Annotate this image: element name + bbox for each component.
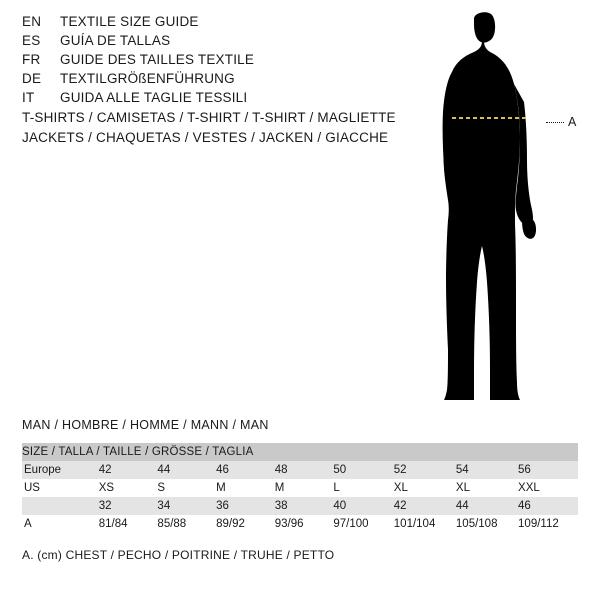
category-line-jackets: JACKETS / CHAQUETAS / VESTES / JACKEN / GIACCHE: [22, 130, 389, 145]
cell-value: 48: [273, 461, 332, 479]
cell-value: 32: [97, 497, 156, 515]
language-text: TEXTILGRÖßENFÜHRUNG: [60, 71, 235, 86]
language-row: [22, 71, 402, 90]
language-code: EN: [22, 14, 42, 29]
language-code: DE: [22, 71, 42, 86]
cell-value: 42: [97, 461, 156, 479]
footnote-chest-measure: A. (cm) CHEST / PECHO / POITRINE / TRUHE / PETTO: [22, 548, 335, 562]
table-group-title: MAN / HOMBRE / HOMME / MANN / MAN: [22, 418, 269, 432]
language-code: FR: [22, 52, 41, 67]
language-header-block: [22, 14, 402, 109]
cell-value: 101/104: [392, 515, 454, 533]
cell-value: L: [331, 479, 391, 497]
row-label: Europe: [22, 461, 97, 479]
cell-value: 40: [331, 497, 391, 515]
language-row: [22, 90, 402, 109]
cell-value: 85/88: [155, 515, 214, 533]
cell-value: 56: [516, 461, 578, 479]
cell-value: 38: [273, 497, 332, 515]
cell-value: 44: [155, 461, 214, 479]
table-row: [22, 497, 578, 515]
cell-value: 109/112: [516, 515, 578, 533]
cell-value: 52: [392, 461, 454, 479]
cell-value: 36: [214, 497, 273, 515]
language-row: [22, 14, 402, 33]
cell-value: XL: [392, 479, 454, 497]
language-text: GUIDA ALLE TAGLIE TESSILI: [60, 90, 248, 105]
cell-value: 34: [155, 497, 214, 515]
table-header-label: SIZE / TALLA / TAILLE / GRÖSSE / TAGLIA: [22, 443, 578, 461]
row-label: US: [22, 479, 97, 497]
cell-value: 81/84: [97, 515, 156, 533]
language-text: TEXTILE SIZE GUIDE: [60, 14, 199, 29]
table-row: [22, 461, 578, 479]
cell-value: 44: [454, 497, 516, 515]
cell-value: 89/92: [214, 515, 273, 533]
cell-value: 42: [392, 497, 454, 515]
measure-label-a: A: [568, 115, 577, 129]
cell-value: XXL: [516, 479, 578, 497]
cell-value: XL: [454, 479, 516, 497]
cell-value: M: [214, 479, 273, 497]
figure-illustration: [400, 10, 600, 410]
cell-value: 93/96: [273, 515, 332, 533]
row-label: [22, 497, 97, 515]
language-text: GUÍA DE TALLAS: [60, 33, 171, 48]
cell-value: XS: [97, 479, 156, 497]
cell-value: M: [273, 479, 332, 497]
cell-value: 50: [331, 461, 391, 479]
cell-value: 54: [454, 461, 516, 479]
size-table: [22, 443, 578, 533]
table-row: [22, 515, 578, 533]
category-block: [22, 110, 422, 150]
cell-value: 105/108: [454, 515, 516, 533]
language-text: GUIDE DES TAILLES TEXTILE: [60, 52, 255, 67]
language-code: ES: [22, 33, 41, 48]
measure-leader-line: [546, 122, 564, 123]
cell-value: 46: [516, 497, 578, 515]
language-row: [22, 52, 402, 71]
language-row: [22, 33, 402, 52]
table-header-row: [22, 443, 578, 461]
row-label: A: [22, 515, 97, 533]
cell-value: 46: [214, 461, 273, 479]
language-code: IT: [22, 90, 35, 105]
cell-value: S: [155, 479, 214, 497]
category-line-tshirts: T-SHIRTS / CAMISETAS / T-SHIRT / T-SHIRT / MAGLIETTE: [22, 110, 396, 125]
man-silhouette-icon: [400, 10, 600, 410]
cell-value: 97/100: [331, 515, 391, 533]
table-row: [22, 479, 578, 497]
